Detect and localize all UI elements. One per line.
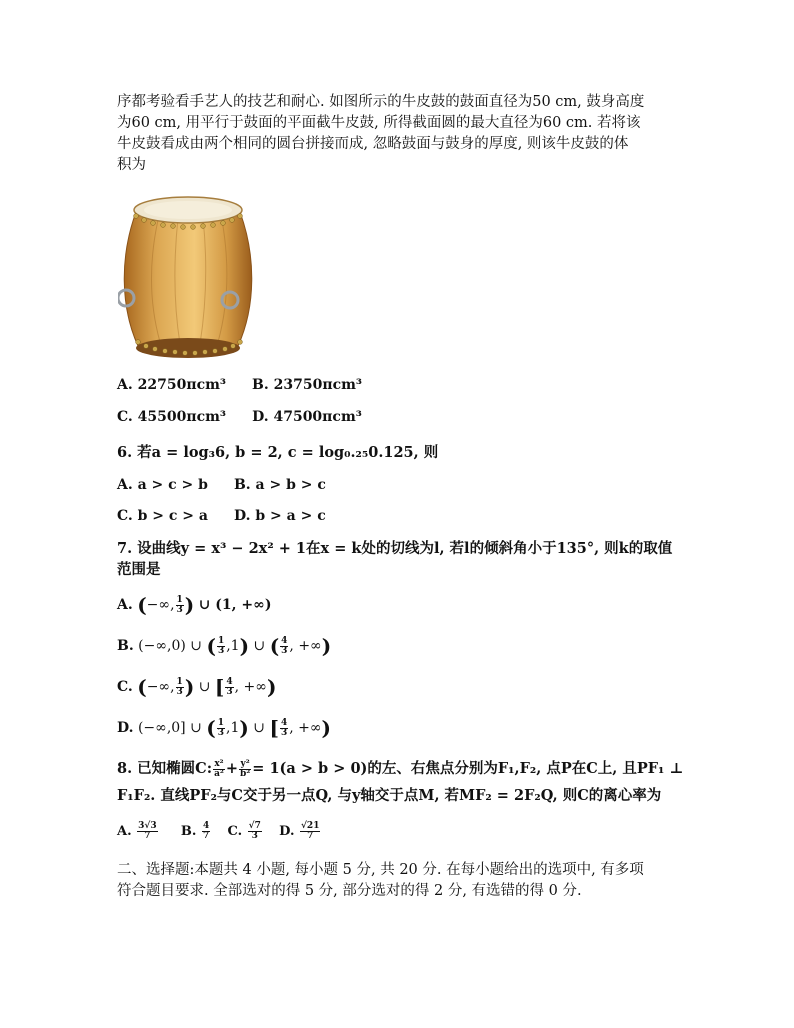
q5-option-d[interactable]: D. 47500πcm³	[252, 409, 362, 425]
question-5-stem	[117, 92, 687, 176]
section-2-line-1: 二、选择题:本题共 4 小题, 每小题 5 分, 共 20 分. 在每小题给出的选项中, 有多项	[117, 862, 644, 878]
q8-option-a-label: A.	[117, 824, 132, 839]
q7-option-b[interactable]: B. (−∞,0) ∪ ( $\frac{1}{3}$ ,1) ∪ ( $\frac{4}{3}$ , +∞)	[117, 634, 332, 658]
q8-option-c-label: C.	[227, 824, 243, 839]
q5-line-2: 为60 cm, 用平行于鼓面的平面截牛皮鼓, 所得截面圆的最大直径为60 cm. 若将该	[117, 115, 641, 131]
q5-line-3: 牛皮鼓看成由两个相同的圆台拼接而成, 忽略鼓面与鼓身的厚度, 则该牛皮鼓的体	[117, 136, 629, 152]
q8-line-1: 8. 已知椭圆C: $\frac{\text{x²}}{\text{a²}}$ + $\frac{\text{y²}}{\text{b²}}$ = 1(a > b > 0)的左、右焦点分别为F₁,F₂, 点P在C上, 且PF₁ ⊥	[117, 758, 684, 779]
question-8-stem	[117, 758, 687, 806]
q7-line-2: 范围是	[117, 561, 161, 578]
q7-option-c-label: C.	[117, 679, 133, 695]
question-7-stem	[117, 538, 687, 580]
drum-image	[118, 186, 258, 370]
q7-option-b-label: B.	[117, 638, 134, 654]
q8-line-1-pre: 8. 已知椭圆C:	[117, 760, 213, 777]
q6-option-b[interactable]: B. a > b > c	[233, 477, 326, 493]
q5-line-1: 序都考验看手艺人的技艺和耐心. 如图所示的牛皮鼓的鼓面直径为50 cm, 鼓身高度	[117, 94, 645, 110]
q6-option-d[interactable]: D. b > a > c	[234, 508, 326, 524]
q6-options-row-1	[117, 477, 326, 493]
q7-option-d[interactable]: D. (−∞,0] ∪ ( $\frac{1}{3}$ ,1) ∪ [ $\frac{4}{3}$ , +∞)	[117, 716, 331, 740]
q8-line-2: F₁F₂. 直线PF₂与C交于另一点Q, 与y轴交于点M, 若MF₂ = 2F₂Q, 则C的离心率为	[117, 787, 662, 804]
q8-option-b[interactable]: B. $\frac{4}{7}$	[180, 821, 210, 841]
q5-options-row-2	[117, 409, 362, 425]
q7-option-c[interactable]: C. (−∞, $\frac{1}{3}$ ) ∪ [ $\frac{4}{3}$ , +∞)	[117, 675, 277, 699]
q8-option-d-label: D.	[279, 824, 295, 839]
q8-option-b-label: B.	[180, 824, 197, 839]
section-2-line-2: 符合题目要求. 全部选对的得 5 分, 部分选对的得 2 分, 有选错的得 0 分.	[117, 883, 582, 899]
q8-option-a[interactable]: A. $\frac{3√3}{7}$	[117, 821, 157, 841]
q6-option-c[interactable]: C. b > c > a	[117, 508, 208, 524]
q7-option-a-tail: ∪ (1, +∞)	[198, 597, 272, 613]
q8-options-row	[117, 822, 321, 841]
q7-option-d-label: D.	[117, 720, 134, 736]
q7-option-a-label: A.	[117, 597, 133, 613]
q8-option-c[interactable]: C. $\frac{√7}{3}$	[227, 821, 261, 841]
q5-option-a[interactable]: A. 22750πcm³	[117, 377, 227, 393]
q5-option-c[interactable]: C. 45500πcm³	[117, 409, 227, 425]
q5-options-row-1	[117, 377, 362, 393]
q7-line-1: 7. 设曲线y = x³ − 2x² + 1在x = k处的切线为l, 若l的倾斜角小于135°, 则k的取值	[117, 540, 673, 557]
q8-option-d[interactable]: D. $\frac{√21}{7}$	[279, 821, 320, 841]
q5-line-4: 积为	[117, 157, 146, 173]
q8-line-1-post: = 1(a > b > 0)的左、右焦点分别为F₁,F₂, 点P在C上, 且PF₁ ⊥	[252, 760, 684, 777]
section-2-instructions	[117, 860, 687, 902]
q6-option-a[interactable]: A. a > c > b	[117, 477, 208, 493]
q6-stem: 6. 若a = log₃6, b = 2, c = log₀.₂₅0.125, 则	[117, 444, 439, 461]
q6-options-row-2	[117, 508, 326, 524]
q5-option-b[interactable]: B. 23750πcm³	[252, 377, 363, 393]
q7-option-a[interactable]: A. (−∞, $\frac{1}{3}$ ) ∪ (1, +∞)	[117, 593, 272, 617]
question-6-stem	[117, 442, 687, 463]
